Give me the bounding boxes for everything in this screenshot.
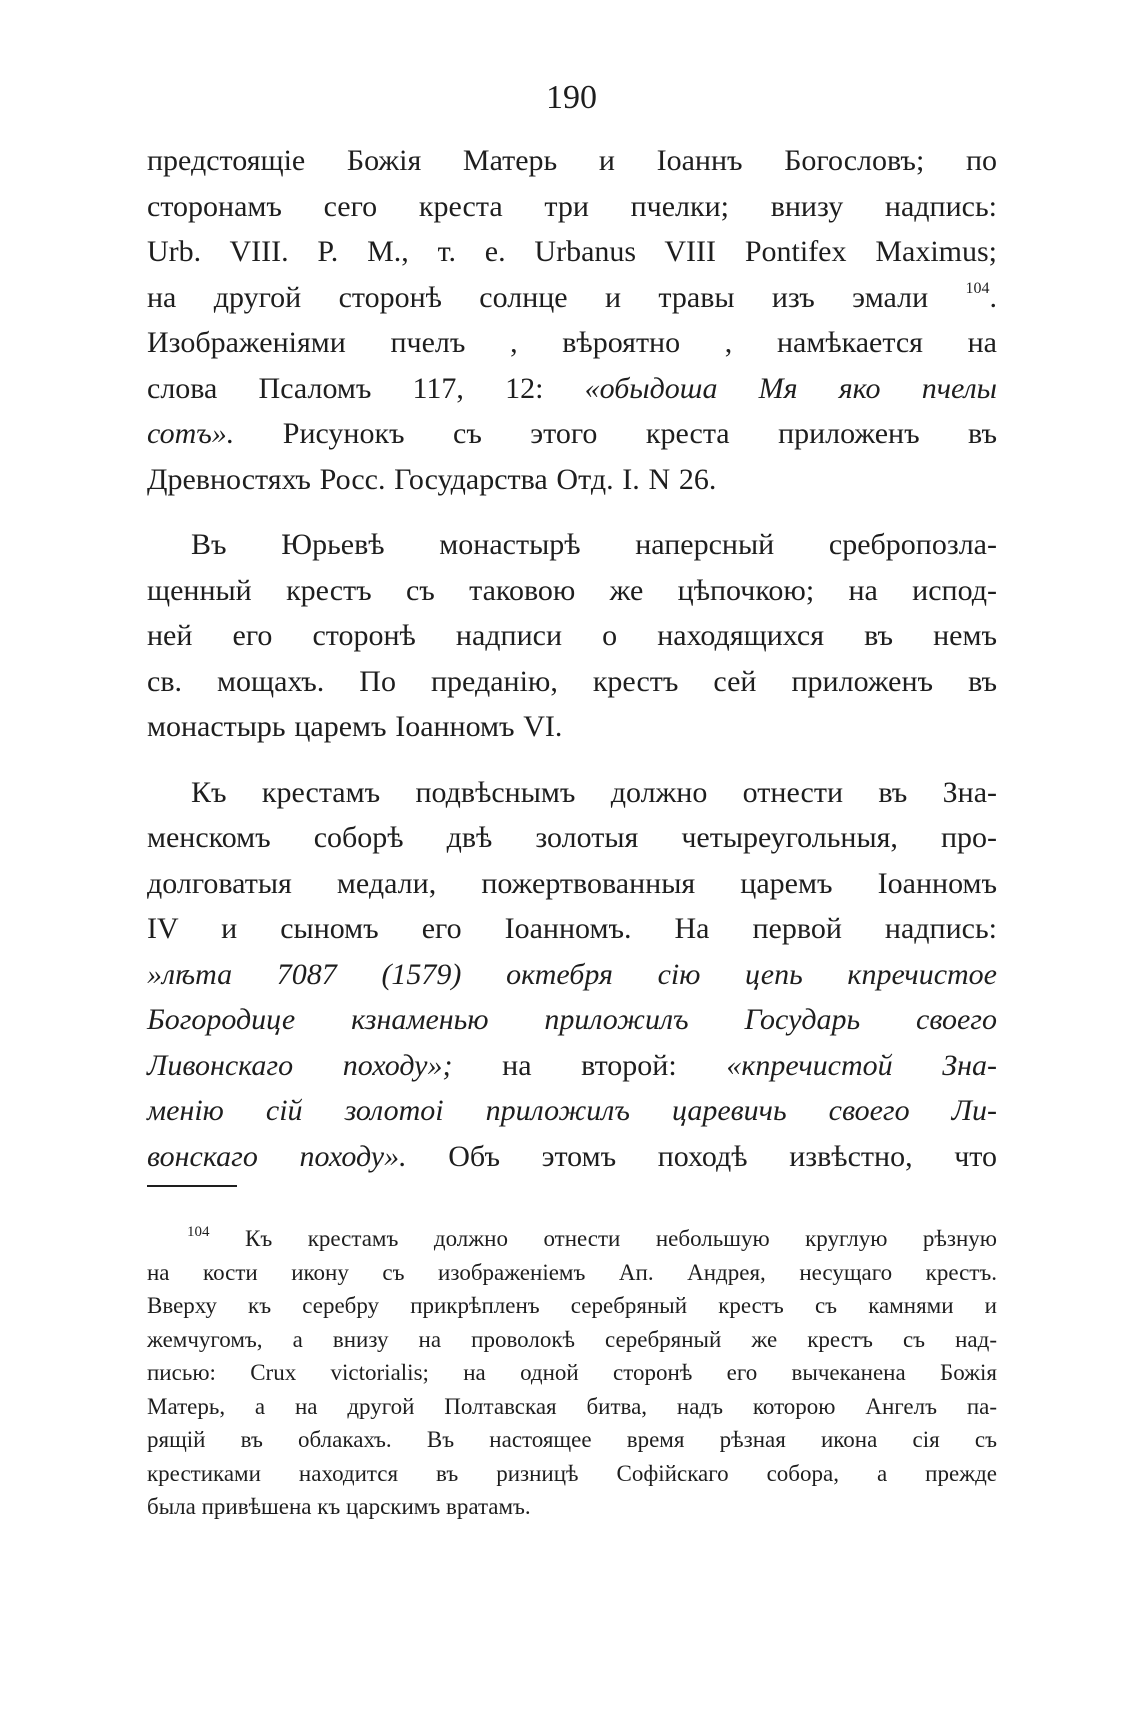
text-line: Древностяхъ Росс. Государства Отд. I. N 26. [147, 462, 717, 496]
footnote-line: на кости икону съ изображеніемъ Ап. Андрея, несущаго крестъ. [147, 1259, 997, 1285]
footnote [147, 1222, 997, 1524]
text-fragment: на другой сторонѣ солнце и травы изъ эмали [147, 280, 929, 314]
italic-text-line: Богородице кзнаменью приложилъ Государь своего [147, 1003, 997, 1036]
text-line: менскомъ соборѣ двѣ золотыя четыреугольныя, про- [147, 821, 997, 854]
text-line [147, 1043, 997, 1089]
text-line: сторонамъ сего креста три пчелки; внизу надпись: [147, 189, 997, 223]
footnote-line: крестиками находится въ ризницѣ Софійскаго собора, а прежде [147, 1460, 997, 1486]
text-fragment: слова Псаломъ 117, 12: [147, 371, 544, 405]
paragraph-2 [147, 522, 997, 750]
italic-fragment: Ливонскаго походу»; [147, 1048, 453, 1082]
italic-fragment: вонскаго походу». [147, 1139, 407, 1173]
paragraph-3 [147, 770, 997, 1180]
text-fragment: на второй: [502, 1048, 677, 1082]
text-line: долговатыя медали, пожертвованныя царемъ Іоанномъ [147, 866, 997, 900]
text-line: Изображеніями пчелъ , вѣроятно , намѣкается на [147, 326, 997, 359]
text-fragment: Рисунокъ съ этого креста приложенъ въ [282, 417, 997, 450]
text-line: св. мощахъ. По преданію, крестъ сей приложенъ въ [147, 664, 997, 698]
text-line [147, 366, 997, 412]
text-line: ней его сторонѣ надписи о находящихся въ немъ [147, 619, 997, 652]
text-line: Urb. VIII. P. M., т. е. Urbanus VIII Pontifex Maximus; [147, 235, 997, 268]
text-fragment: Объ этомъ походѣ извѣстно, что [448, 1139, 998, 1173]
footnote-line: рящій въ облакахъ. Въ настоящее время рѣзная икона сія съ [147, 1427, 997, 1452]
italic-fragment: «кпречистой Зна- [726, 1048, 998, 1082]
text-line: щенный крестъ съ таковою же цѣпочкою; на испод- [147, 573, 997, 607]
text-line [147, 1134, 997, 1180]
italic-text-line: менію сій золотоі приложилъ царевичь своего Ли- [147, 1094, 997, 1127]
italic-quote: «обыдоша Мя яко пчелы [584, 371, 998, 405]
text-line: монастырь царемъ Іоанномъ VI. [147, 710, 563, 743]
footnote-line: Вверху къ серебру прикрѣпленъ серебряный крестъ съ камнями и [147, 1293, 997, 1318]
text-fragment: Къ крестамъ должно отнести небольшую круглую рѣзную [245, 1226, 997, 1251]
text-line: предстоящіе Божія Матерь и Іоаннъ Богословъ; по [147, 144, 997, 177]
footnote-line [147, 1222, 997, 1256]
footnote-line: была привѣшена къ царскимъ вратамъ. [147, 1494, 531, 1519]
italic-quote-end: сотъ». [147, 417, 235, 450]
text-line: Къ крестамъ подвѣснымъ должно отнести въ Зна- [191, 775, 997, 809]
paragraph-1 [147, 138, 997, 502]
footnote-line: жемчугомъ, а внизу на проволокѣ серебряный же крестъ съ над- [147, 1326, 997, 1352]
text-line-with-footnote: на другой сторонѣ солнце и травы изъ эмали $^{104}$. [147, 279, 998, 314]
text-line: IV и сыномъ его Іоанномъ. На первой надпись: [147, 912, 997, 945]
text-line [147, 411, 997, 457]
text-line: Въ Юрьевѣ монастырѣ наперсный сребропозла- [191, 528, 997, 561]
footnote-reference[interactable]: 104 [965, 279, 990, 297]
italic-text-line: »лѣта 7087 (1579) октебря сію цепь кпречистое [147, 957, 997, 991]
footnote-separator [147, 1185, 237, 1187]
page-number: 190 [546, 79, 597, 116]
footnote-line: писью: Crux victorialis; на одной сторонѣ его вычеканена Божія [147, 1360, 997, 1385]
footnote-line: Матерь, а на другой Полтавская битва, надъ которою Ангелъ па- [147, 1393, 997, 1419]
main-text [147, 138, 997, 1179]
footnote-mark: 104 [187, 1224, 210, 1240]
